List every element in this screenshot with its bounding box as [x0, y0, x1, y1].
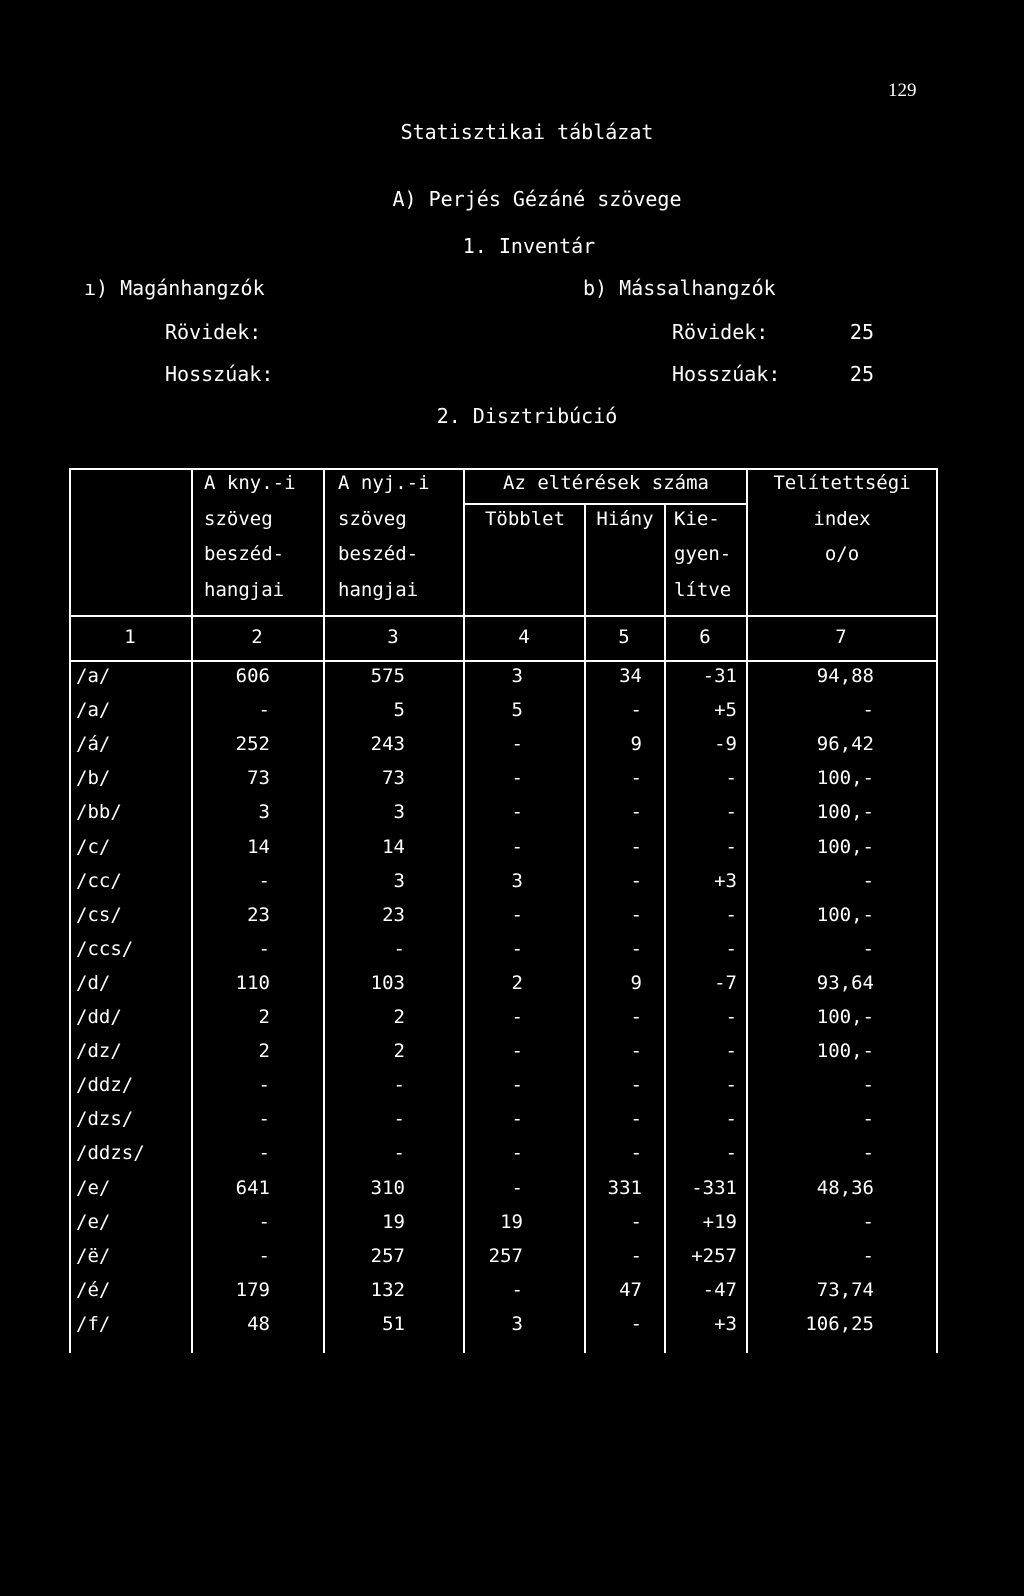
group-header-underline — [465, 503, 747, 505]
table-cell: - — [630, 870, 642, 892]
header-col4: Többlet — [484, 508, 566, 530]
consonants-short-label: Rövidek: — [672, 320, 769, 344]
table-cell: - — [725, 938, 737, 960]
phoneme-cell: /dzs/ — [76, 1108, 134, 1130]
table-cell: - — [630, 1313, 642, 1335]
vowels-long-label: Hosszúak: — [165, 362, 274, 386]
table-cell: 96,42 — [816, 733, 874, 755]
table-cell: 100,- — [816, 1006, 874, 1028]
table-cell: 5 — [393, 699, 405, 721]
column-number: 3 — [387, 626, 399, 648]
vowels-heading: ı) Magánhangzók — [84, 276, 265, 300]
column-number: 4 — [518, 626, 530, 648]
phoneme-cell: /f/ — [76, 1313, 111, 1335]
table-cell: -31 — [702, 665, 737, 687]
phoneme-cell: /é/ — [76, 1279, 111, 1301]
table-cell: 19 — [382, 1211, 405, 1233]
phoneme-cell: /d/ — [76, 972, 111, 994]
table-cell: 5 — [511, 699, 523, 721]
header-col2-line: A kny.-i — [204, 472, 296, 494]
table-cell: 48 — [247, 1313, 270, 1335]
table-cell: 23 — [247, 904, 270, 926]
table-cell: - — [258, 870, 270, 892]
table-cell: - — [511, 1006, 523, 1028]
table-cell: 2 — [511, 972, 523, 994]
table-cell: 2 — [393, 1040, 405, 1062]
table-cell: 3 — [511, 870, 523, 892]
table-cell: - — [630, 1211, 642, 1233]
header-col7-line: Telítettségi — [773, 472, 911, 494]
phoneme-cell: /ë/ — [76, 1245, 111, 1267]
table-cell: +257 — [691, 1245, 737, 1267]
table-cell: - — [725, 1142, 737, 1164]
table-cell: -7 — [714, 972, 737, 994]
table-cell: 132 — [370, 1279, 405, 1301]
table-cell: -9 — [714, 733, 737, 755]
header-col3-line: hangjai — [338, 579, 419, 601]
table-cell: 34 — [619, 665, 642, 687]
table-cell: - — [258, 1245, 270, 1267]
column-number: 5 — [618, 626, 630, 648]
column-number: 6 — [699, 626, 711, 648]
table-cell: - — [258, 1108, 270, 1130]
table-cell: - — [630, 836, 642, 858]
header-col3-line: szöveg — [338, 508, 407, 530]
table-cell: - — [511, 1040, 523, 1062]
table-cell: - — [511, 1142, 523, 1164]
table-cell: 106,25 — [805, 1313, 874, 1335]
page-number: 129 — [888, 80, 917, 101]
table-cell: 2 — [258, 1040, 270, 1062]
header-col6-line: Kie- — [674, 508, 720, 530]
table-cell: -47 — [702, 1279, 737, 1301]
table-left-border — [69, 468, 71, 1353]
header-col2-line: beszéd- — [204, 543, 285, 565]
table-cell: 47 — [619, 1279, 642, 1301]
table-cell: 243 — [370, 733, 405, 755]
table-cell: 93,64 — [816, 972, 874, 994]
table-cell: 110 — [235, 972, 270, 994]
phoneme-cell: /bb/ — [76, 801, 122, 823]
phoneme-cell: /ddz/ — [76, 1074, 134, 1096]
page-title: Statisztikai táblázat — [400, 120, 654, 144]
table-cell: - — [511, 904, 523, 926]
consonants-long-value: 25 — [849, 362, 874, 386]
table-cell: - — [630, 1142, 642, 1164]
table-cell: 2 — [258, 1006, 270, 1028]
table-cell: - — [511, 1074, 523, 1096]
table-cell: - — [725, 767, 737, 789]
table-cell: 14 — [247, 836, 270, 858]
table-cell: - — [258, 1142, 270, 1164]
table-cell: 3 — [511, 665, 523, 687]
table-cell: - — [630, 1040, 642, 1062]
table-cell: 94,88 — [816, 665, 874, 687]
table-cell: - — [725, 1074, 737, 1096]
table-cell: 48,36 — [816, 1177, 874, 1199]
table-cell: 310 — [370, 1177, 405, 1199]
table-cell: - — [630, 1074, 642, 1096]
table-cell: - — [630, 699, 642, 721]
table-cell: - — [725, 1006, 737, 1028]
header-col6-line: lítve — [674, 579, 732, 601]
header-deviation-group: Az eltérések száma — [503, 472, 709, 494]
header-col5: Hiány — [596, 508, 654, 530]
table-cell: 575 — [370, 665, 405, 687]
subtitle: A) Perjés Gézáné szövege — [392, 187, 682, 211]
table-cell: - — [630, 904, 642, 926]
table-header-border — [70, 615, 938, 617]
table-cell: 641 — [235, 1177, 270, 1199]
table-cell: - — [725, 1040, 737, 1062]
table-cell: - — [862, 870, 874, 892]
column-number: 2 — [251, 626, 263, 648]
table-cell: - — [862, 1074, 874, 1096]
table-cell: - — [862, 1245, 874, 1267]
table-cell: - — [630, 938, 642, 960]
section-heading-distribution: 2. Disztribúció — [436, 404, 618, 428]
table-cell: - — [393, 1108, 405, 1130]
column-number: 1 — [124, 626, 136, 648]
table-cell: - — [725, 836, 737, 858]
phoneme-cell: /ccs/ — [76, 938, 134, 960]
table-cell: +19 — [702, 1211, 737, 1233]
table-cell: - — [511, 1279, 523, 1301]
table-right-border — [936, 468, 938, 1353]
consonants-heading: b) Mássalhangzók — [583, 276, 776, 300]
table-cell: - — [511, 767, 523, 789]
table-cell: - — [258, 938, 270, 960]
table-cell: - — [511, 733, 523, 755]
table-cell: 331 — [607, 1177, 642, 1199]
phoneme-cell: /cc/ — [76, 870, 122, 892]
table-number-row-border — [70, 660, 938, 662]
table-cell: 100,- — [816, 767, 874, 789]
table-cell: - — [393, 1142, 405, 1164]
section-heading-inventory: 1. Inventár — [462, 234, 596, 258]
table-cell: - — [630, 801, 642, 823]
phoneme-cell: /c/ — [76, 836, 111, 858]
table-cell: - — [511, 1108, 523, 1130]
table-cell: 257 — [370, 1245, 405, 1267]
table-cell: - — [725, 1108, 737, 1130]
phoneme-cell: /a/ — [76, 665, 111, 687]
header-col7-line: index — [813, 508, 871, 530]
consonants-long-label: Hosszúak: — [672, 362, 781, 386]
header-col2-line: szöveg — [204, 508, 273, 530]
phoneme-cell: /a/ — [76, 699, 111, 721]
phoneme-cell: /b/ — [76, 767, 111, 789]
table-cell: - — [258, 699, 270, 721]
table-cell: - — [862, 1108, 874, 1130]
header-col2-line: hangjai — [204, 579, 285, 601]
table-cell: 3 — [258, 801, 270, 823]
table-cell: +5 — [714, 699, 737, 721]
table-cell: - — [862, 938, 874, 960]
table-cell: - — [630, 767, 642, 789]
table-cell: - — [258, 1074, 270, 1096]
table-cell: 252 — [235, 733, 270, 755]
table-cell: 3 — [511, 1313, 523, 1335]
header-col6-line: gyen- — [674, 543, 732, 565]
table-cell: - — [393, 938, 405, 960]
table-cell: - — [630, 1245, 642, 1267]
table-cell: - — [511, 938, 523, 960]
table-cell: 19 — [500, 1211, 523, 1233]
phoneme-cell: /e/ — [76, 1211, 111, 1233]
table-cell: 73 — [382, 767, 405, 789]
table-cell: 2 — [393, 1006, 405, 1028]
table-cell: - — [862, 699, 874, 721]
table-cell: 103 — [370, 972, 405, 994]
table-cell: - — [511, 836, 523, 858]
table-cell: 73 — [247, 767, 270, 789]
table-cell: - — [862, 1142, 874, 1164]
header-col7-line: o/o — [824, 543, 860, 565]
phoneme-cell: /á/ — [76, 733, 111, 755]
table-cell: - — [725, 904, 737, 926]
table-cell: 179 — [235, 1279, 270, 1301]
table-cell: 9 — [630, 972, 642, 994]
table-cell: - — [862, 1211, 874, 1233]
table-top-border — [70, 468, 938, 470]
table-cell: 3 — [393, 801, 405, 823]
table-cell: 9 — [630, 733, 642, 755]
table-cell: +3 — [714, 870, 737, 892]
table-cell: 51 — [382, 1313, 405, 1335]
table-cell: 100,- — [816, 801, 874, 823]
table-cell: 3 — [393, 870, 405, 892]
table-cell: 73,74 — [816, 1279, 874, 1301]
header-col3-line: A nyj.-i — [338, 472, 430, 494]
phoneme-cell: /ddzs/ — [76, 1142, 145, 1164]
table-cell: - — [511, 801, 523, 823]
table-col-divider — [746, 468, 748, 1353]
table-cell: - — [630, 1006, 642, 1028]
table-cell: - — [511, 1177, 523, 1199]
table-cell: - — [393, 1074, 405, 1096]
table-cell: 606 — [235, 665, 270, 687]
table-cell: +3 — [714, 1313, 737, 1335]
table-cell: 100,- — [816, 836, 874, 858]
table-cell: - — [725, 801, 737, 823]
table-cell: - — [258, 1211, 270, 1233]
phoneme-cell: /dz/ — [76, 1040, 122, 1062]
header-col3-line: beszéd- — [338, 543, 419, 565]
vowels-short-label: Rövidek: — [165, 320, 262, 344]
table-cell: - — [630, 1108, 642, 1130]
table-cell: 14 — [382, 836, 405, 858]
table-cell: 257 — [488, 1245, 523, 1267]
phoneme-cell: /dd/ — [76, 1006, 122, 1028]
table-cell: 100,- — [816, 1040, 874, 1062]
table-cell: 100,- — [816, 904, 874, 926]
consonants-short-value: 25 — [849, 320, 874, 344]
column-number: 7 — [835, 626, 847, 648]
table-cell: 23 — [382, 904, 405, 926]
phoneme-cell: /e/ — [76, 1177, 111, 1199]
phoneme-cell: /cs/ — [76, 904, 122, 926]
table-cell: -331 — [691, 1177, 737, 1199]
